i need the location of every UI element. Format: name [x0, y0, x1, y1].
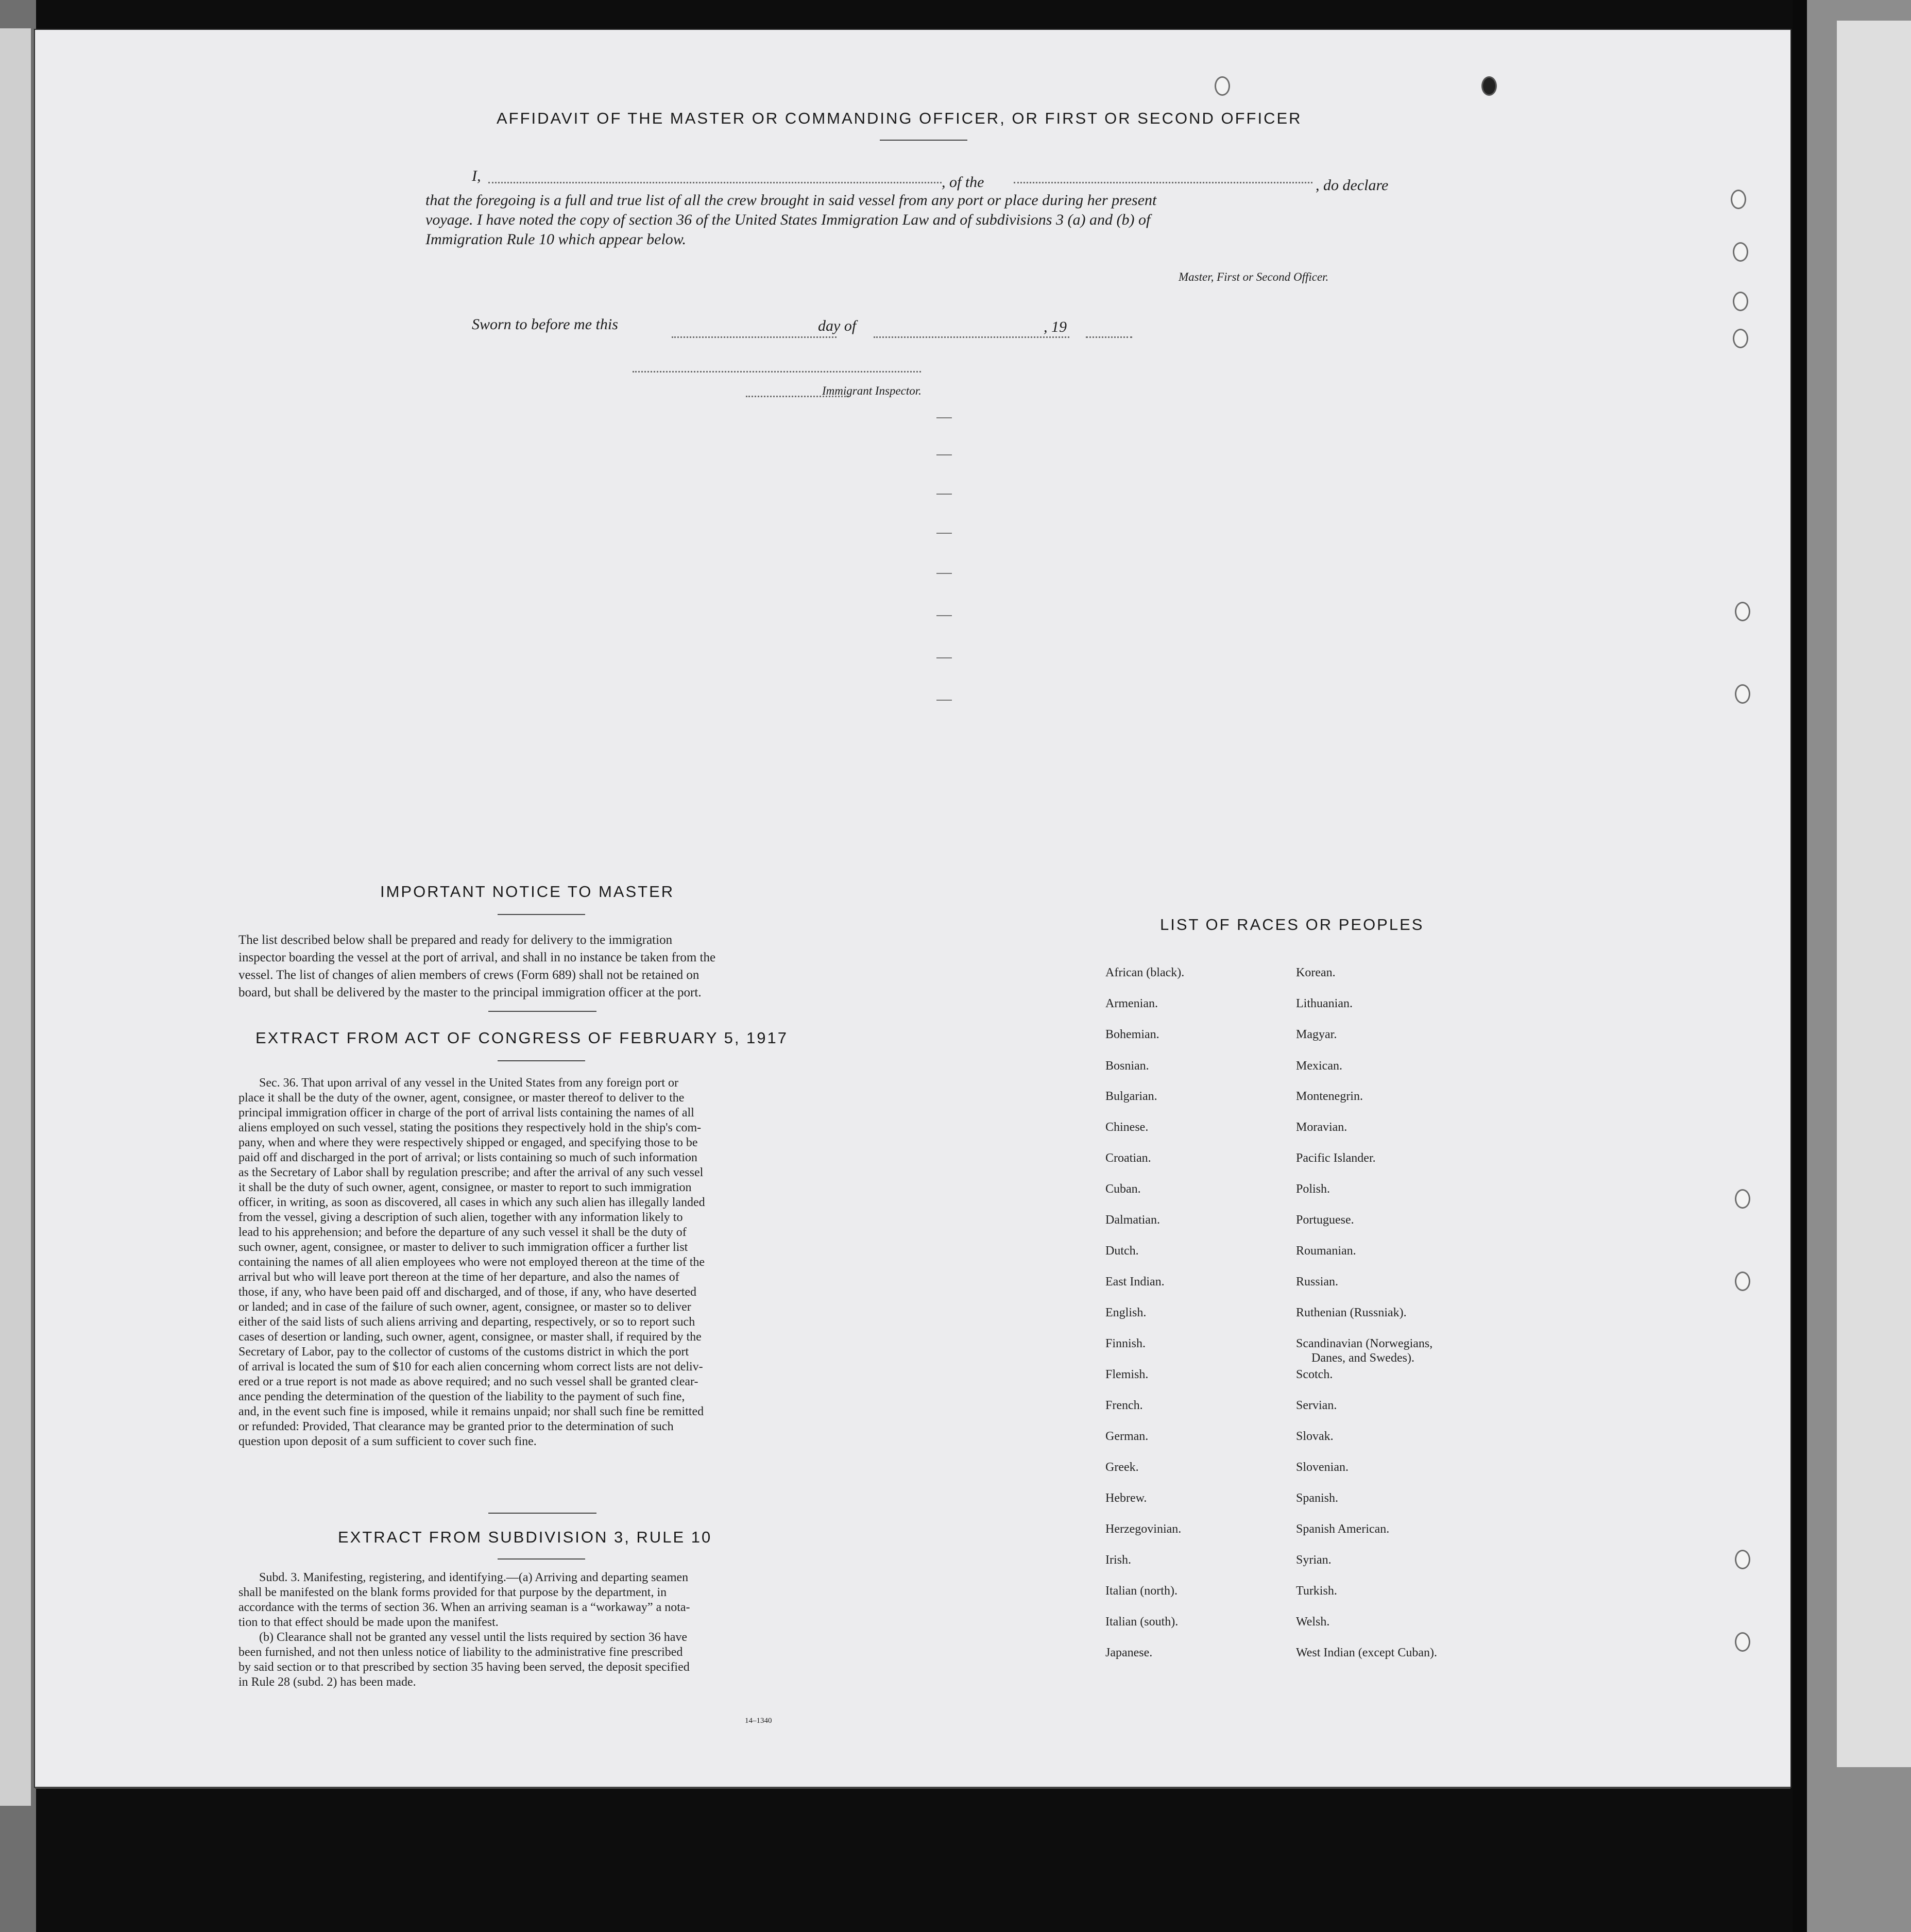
race-item: Roumanian.: [1296, 1244, 1356, 1258]
rule-line: in Rule 28 (subd. 2) has been made.: [238, 1675, 416, 1689]
race-item: Korean.: [1296, 966, 1336, 979]
race-item: English.: [1105, 1306, 1147, 1319]
year-label: , 19: [1044, 318, 1067, 335]
affidavit-do-declare-label: , do declare: [1316, 177, 1389, 194]
ghost-mark: [936, 494, 952, 495]
act-line: as the Secretary of Labor shall by regulation prescribe; and after the arrival of any such vessel: [238, 1166, 704, 1179]
rule-line: shall be manifested on the blank forms provided for that purpose by the department, in: [238, 1586, 667, 1599]
act-line: or refunded: Provided, That clearance may be granted prior to the determination of such: [238, 1420, 674, 1433]
race-item: Moravian.: [1296, 1121, 1347, 1134]
ghost-mark: [936, 454, 952, 455]
act-line: officer, in writing, as soon as discovered, all cases in which any such alien has illegally landed: [238, 1196, 705, 1209]
race-item: Herzegovinian.: [1105, 1522, 1182, 1536]
act-line: principal immigration officer in charge of the port of arrival lists containing the names of all: [238, 1106, 694, 1120]
ghost-mark: [936, 417, 952, 418]
rule-line: Subd. 3. Manifesting, registering, and identifying.—(a) Arriving and departing seamen: [259, 1571, 689, 1584]
affidavit-line: Immigration Rule 10 which appear below.: [425, 231, 687, 248]
race-item: Spanish American.: [1296, 1522, 1390, 1536]
ghost-mark: [936, 573, 952, 574]
act-line: of arrival is located the sum of $10 for each alien concerning whom correct lists are not deliv-: [238, 1360, 703, 1374]
ghost-mark: [936, 700, 952, 701]
binder-hole: [1735, 1632, 1750, 1652]
notice-line: inspector boarding the vessel at the port of arrival, and shall in no instance be taken from the: [238, 951, 716, 964]
race-item: French.: [1105, 1399, 1143, 1412]
vessel-blank[interactable]: [1014, 182, 1312, 183]
races-title: LIST OF RACES OR PEOPLES: [1160, 916, 1424, 934]
rule-underline: [498, 1558, 585, 1560]
race-item: Russian.: [1296, 1275, 1339, 1289]
next-page-edge: [1793, 0, 1911, 1932]
race-item: Japanese.: [1105, 1646, 1153, 1659]
act-line: ered or a true report is not made as above required; and no such vessel shall be granted clear-: [238, 1375, 698, 1388]
race-item: Montenegrin.: [1296, 1090, 1363, 1103]
act-line: lead to his apprehension; and before the departure of any such vessel it shall be the duty of: [238, 1226, 687, 1239]
act-line: question upon deposit of a sum sufficient to cover such fine.: [238, 1435, 537, 1448]
act-line: Sec. 36. That upon arrival of any vessel in the United States from any foreign port or: [259, 1076, 679, 1090]
rule-line: by said section or to that prescribed by section 35 having been served, the deposit specified: [238, 1660, 690, 1674]
act-line: and, in the event such fine is imposed, while it remains unpaid; nor shall such fine be remitted: [238, 1405, 704, 1418]
race-item: Ruthenian (Russniak).: [1296, 1306, 1407, 1319]
inspector-signature-line[interactable]: [633, 371, 921, 372]
race-item: Magyar.: [1296, 1028, 1337, 1041]
race-item: Welsh.: [1296, 1615, 1330, 1629]
rule-extract-body: [238, 1570, 867, 1690]
notice-line: board, but shall be delivered by the master to the principal immigration officer at the port.: [238, 986, 702, 999]
act-line: from the vessel, giving a description of such alien, together with any information likely to: [238, 1211, 683, 1224]
race-item: Finnish.: [1105, 1337, 1146, 1350]
affidavit-title: AFFIDAVIT OF THE MASTER OR COMMANDING OFFICER, OR FIRST OR SECOND OFFICER: [497, 109, 1302, 127]
race-item: Bohemian.: [1105, 1028, 1159, 1041]
race-item: Irish.: [1105, 1553, 1131, 1567]
act-underline: [498, 1060, 585, 1061]
race-item: African (black).: [1105, 966, 1185, 979]
race-item: Pacific Islander.: [1296, 1151, 1376, 1165]
act-extract-body: [238, 1076, 867, 1449]
ghost-mark: [936, 615, 952, 616]
act-extract-title: EXTRACT FROM ACT OF CONGRESS OF FEBRUARY 5, 1917: [255, 1029, 789, 1047]
race-item: Scotch.: [1296, 1368, 1333, 1381]
act-line: pany, when and where they were respectively shipped or engaged, and specifying those to be: [238, 1136, 698, 1149]
race-item: German.: [1105, 1430, 1149, 1443]
sworn-month-blank[interactable]: [874, 336, 1069, 338]
form-number: 14–1340: [745, 1717, 772, 1725]
race-item: West Indian (except Cuban).: [1296, 1646, 1437, 1659]
act-line: place it shall be the duty of the owner, agent, consignee, or master thereof to deliver to the: [238, 1091, 685, 1105]
race-item: Bosnian.: [1105, 1059, 1149, 1073]
ghost-mark: [936, 657, 952, 658]
binder-hole: [1215, 76, 1230, 96]
race-item: Bulgarian.: [1105, 1090, 1157, 1103]
race-item-continuation: Danes, and Swedes).: [1311, 1351, 1414, 1365]
affidavit-of-the-label: , of the: [942, 174, 984, 191]
race-item: Dalmatian.: [1105, 1213, 1160, 1227]
ghost-mark: [936, 533, 952, 534]
binder-hole: [1733, 292, 1748, 311]
race-item: Hebrew.: [1105, 1492, 1147, 1505]
act-line: either of the said lists of such aliens arriving and departing, respectively, or so to report such: [238, 1315, 695, 1329]
race-item: Cuban.: [1105, 1182, 1141, 1196]
act-line: arrival but who will leave port thereon at the time of her departure, and also the names of: [238, 1270, 679, 1284]
notice-divider: [488, 1011, 596, 1012]
notice-line: The list described below shall be prepared and ready for delivery to the immigration: [238, 933, 673, 947]
act-line: or landed; and in case of the failure of such owner, agent, consignee, or master so to deliver: [238, 1300, 691, 1314]
act-line: ance pending the determination of the question of the liability to the payment of such fine,: [238, 1390, 685, 1403]
signature-caption: Master, First or Second Officer.: [1179, 270, 1329, 283]
race-item: Spanish.: [1296, 1492, 1339, 1505]
sworn-year-blank[interactable]: [1086, 336, 1132, 338]
rule-line: been furnished, and not then unless notice of liability to the administrative fine prescribed: [238, 1646, 683, 1659]
race-item: Lithuanian.: [1296, 997, 1353, 1010]
binder-hole: [1481, 76, 1497, 96]
act-divider: [488, 1513, 596, 1514]
race-item: Flemish.: [1105, 1368, 1149, 1381]
rule-extract-title: EXTRACT FROM SUBDIVISION 3, RULE 10: [338, 1528, 712, 1546]
binder-hole: [1735, 1550, 1750, 1569]
day-of-label: day of: [818, 317, 857, 334]
race-item: Armenian.: [1105, 997, 1158, 1010]
binder-hole: [1731, 190, 1746, 209]
race-item: Italian (south).: [1105, 1615, 1179, 1629]
race-item: Dutch.: [1105, 1244, 1139, 1258]
race-item: Scandinavian (Norwegians,: [1296, 1337, 1433, 1350]
rule-line: accordance with the terms of section 36. When an arriving seaman is a “workaway” a nota-: [238, 1601, 690, 1614]
race-item: Mexican.: [1296, 1059, 1342, 1073]
notice-body: [238, 931, 867, 1002]
act-line: aliens employed on such vessel, stating the positions they respectively hold in the ship's com-: [238, 1121, 702, 1134]
previous-page-edge: [0, 0, 36, 1932]
binder-hole: [1733, 242, 1748, 262]
binder-hole: [1735, 602, 1750, 621]
act-line: those, if any, who have been paid off and discharged, and of those, if any, who have deserted: [238, 1285, 697, 1299]
sworn-day-blank[interactable]: [672, 336, 837, 338]
race-item: East Indian.: [1105, 1275, 1165, 1289]
race-item: Croatian.: [1105, 1151, 1151, 1165]
act-line: containing the names of all alien employees who were not employed thereon at the time of the: [238, 1256, 705, 1269]
act-line: cases of desertion or landing, such owner, agent, consignee, or master shall, if required by the: [238, 1330, 702, 1344]
act-line: Secretary of Labor, pay to the collector of customs of the customs district in which the port: [238, 1345, 689, 1359]
race-item: Chinese.: [1105, 1121, 1149, 1134]
race-item: Slovak.: [1296, 1430, 1334, 1443]
sworn-label: Sworn to before me this: [472, 316, 618, 333]
affidavit-line: voyage. I have noted the copy of section 36 of the United States Immigration Law and of subdivisions 3 (a) and (b) of: [425, 211, 1151, 228]
title-underline: [880, 140, 967, 141]
binder-hole: [1733, 329, 1748, 348]
affidavit-declaration: [425, 191, 1435, 249]
race-item: Polish.: [1296, 1182, 1330, 1196]
document-page: [35, 30, 1790, 1787]
affidavit-line: that the foregoing is a full and true list of all the crew brought in said vessel from any port or place during her present: [425, 192, 1157, 209]
page-bottom-edge: [35, 1787, 1790, 1789]
act-line: such owner, agent, consignee, or master to deliver to such immigration officer a further list: [238, 1241, 688, 1254]
race-item: Portuguese.: [1296, 1213, 1354, 1227]
race-item: Servian.: [1296, 1399, 1337, 1412]
race-item: Turkish.: [1296, 1584, 1337, 1598]
act-line: it shall be the duty of such owner, agent, consignee, or master to report to such immigration: [238, 1181, 692, 1194]
name-blank[interactable]: [488, 182, 942, 183]
race-item: Slovenian.: [1296, 1461, 1349, 1474]
rule-line: tion to that effect should be made upon the manifest.: [238, 1616, 499, 1629]
affidavit-i-label: I,: [472, 167, 481, 184]
binder-hole: [1735, 1189, 1750, 1209]
notice-title: IMPORTANT NOTICE TO MASTER: [380, 883, 675, 901]
binder-hole: [1735, 684, 1750, 704]
notice-underline: [498, 914, 585, 915]
notice-line: vessel. The list of changes of alien members of crews (Form 689) shall not be retained on: [238, 968, 699, 982]
rule-line: (b) Clearance shall not be granted any vessel until the lists required by section 36 have: [259, 1631, 688, 1644]
binder-hole: [1735, 1272, 1750, 1291]
race-item: Greek.: [1105, 1461, 1139, 1474]
race-item: Italian (north).: [1105, 1584, 1178, 1598]
inspector-caption: Immigrant Inspector.: [822, 384, 922, 397]
act-line: paid off and discharged in the port of arrival; or lists containing so much of such information: [238, 1151, 697, 1164]
race-item: Syrian.: [1296, 1553, 1332, 1567]
